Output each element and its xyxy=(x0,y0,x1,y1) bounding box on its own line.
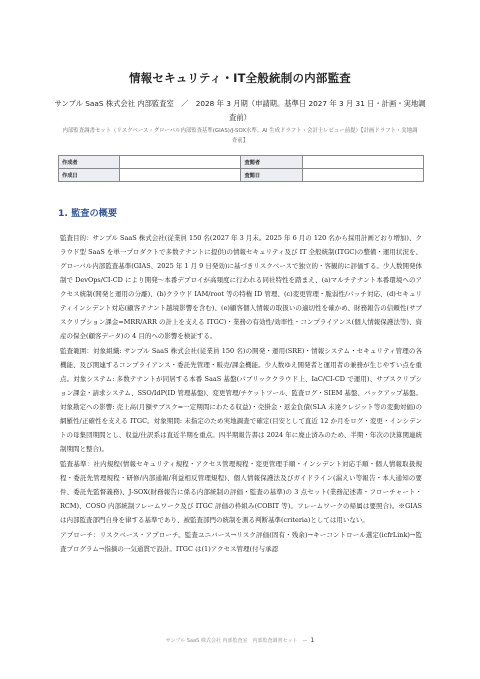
approver-value[interactable] xyxy=(302,156,423,169)
approval-row xyxy=(59,169,424,182)
approver-date-value[interactable] xyxy=(302,169,423,182)
author-value[interactable] xyxy=(120,156,241,169)
section-body xyxy=(60,231,422,557)
footer-text: サンプル SaaS 株式会社 内部監査室 内部監査調書セット — xyxy=(165,638,308,644)
document-subtitle: サンプル SaaS 株式会社 内部監査室 ／ 2028 年 3 月期（申請期。基準日 2027 年 3 月 31 日・計画・実地調査前） xyxy=(54,99,426,122)
author-date-value[interactable] xyxy=(120,169,241,182)
approval-table xyxy=(58,155,424,182)
paragraph-criteria: 監査基準：社内規程(情報セキュリティ規程・アクセス管理規程・変更管理手順・インシデント対応手順・個人情報取扱規程・委託先管理規程・研修/内部通報/利益相反管理規程)、個人情報保護法及びガイドライン(漏えい等報告・本人通知の要件、委託先監督義務)、J-SOX(財務報告に係る内部統制の評価・監査の基準)の 3 点セット(業務記述書・フローチャート・RCM)、COSO 内部統制フレームワーク及び ITGC 評価の枠組み(COBIT 等)。フレームワークの帰属は要照合)。※GIAS は内部監査部門自身を律する基準であり、被監査部門の統制を測る判断基準(criteria)としては用いない。 xyxy=(60,460,422,524)
document-title: 情報セキュリティ・IT全般統制の内部監査 xyxy=(129,71,351,85)
paragraph-approach: アプローチ：リスクベース・アプローチ。監査ユニバース→リスク評価(固有・残余)→キーコントロール選定(icfrLink)→監査プログラム→指摘の一気通貫で設計。ITGC は(1)アクセス管理(付与承認 xyxy=(60,531,422,553)
approval-row xyxy=(59,156,424,169)
section-heading: 1. 監査の概要 xyxy=(58,208,118,219)
paragraph-purpose: 監査目的：サンプル SaaS 株式会社(従業員 150 名(2027 年 3 月末。2025 年 6 月の 120 名から採用計画どおり増加)、クラウド型 SaaS を単一プロダクトで多数テナントに提供)の情報セキュリティ及び IT 全般統制(ITGC)の整備・運用状況を、グローバル内部監査基準(GIAS、2025 年 1 月 9 日発効)に基づきリスクベースで独立的・客観的に評価する。少人数開発体制で DevOps/CI-CD により開発〜本番デプロイが高頻度に行われる同社特性を踏まえ、(a)マルチテナント本番環境へのアクセス統制(開発と運用の分離)、(b)クラウド IAM/root 等の特権 ID 管理、(c)変更管理・脆弱性/パッチ対応、(d)セキュリティインシデント対応(顧客テナント越境影響を含む)、(e)顧客個人情報の取扱いの適切性を確かめ、財務報告の信頼性(サブスクリプション課金=MRR/ARR の計上を支える ITGC)・業務の有効性/効率性・コンプライアンス(個人情報保護法等)、資産の保全(顧客データ)の 4 目的への影響を検証する。 xyxy=(60,234,422,340)
approver-date-label: 査閲日 xyxy=(241,169,302,182)
paragraph-scope: 監査範囲：対象組織: サンプル SaaS 株式会社(従業員 150 名)の開発・運用(SRE)・情報システム・セキュリティ管理の各機能、及び関連するコンプライアンス・委託先管理・販売/課金機能。少人数ゆえ開発者と運用者の兼務が生じやすい点を重点。対象システム: 多数テナントが同居する本番 SaaS 基盤(パブリッククラウド上、IaC/CI-CD で運用)、サブスクリプション課金・請求システム、SSO/IdP(ID 管理基盤)、変更管理/チケットツール、監査ログ・SIEM 基盤、バックアップ基盤。対象勘定への影響: 売上高(月額サブスク=一定期間にわたる収益)・売掛金・返金負債(SLA 未達クレジット等の変動対価)の網羅性/正確性を支える ITGC。対象期間: 未指定のため実地調査で確定(目安として直近 12 か月をログ・変更・インシデントの母集団期間とし、収益/仕訳系は直近半期を重点。四半期報告書は 2024 年に廃止済みのため、半期・年次の決算関連統制期間と整合)。 xyxy=(60,347,422,453)
author-label: 作成者 xyxy=(59,156,120,169)
page-number: 1 xyxy=(310,637,315,644)
author-date-label: 作成日 xyxy=(59,169,120,182)
document-meta: 内部監査調書セット（リスクベース・グローバル内部監査基準(GIAS)/J-SOX水準。AI 生成ドラフト・会計士レビュー前提）【計画ドラフト・実地調査前】 xyxy=(62,128,418,144)
page-footer xyxy=(0,637,480,644)
approver-label: 査閲者 xyxy=(241,156,302,169)
